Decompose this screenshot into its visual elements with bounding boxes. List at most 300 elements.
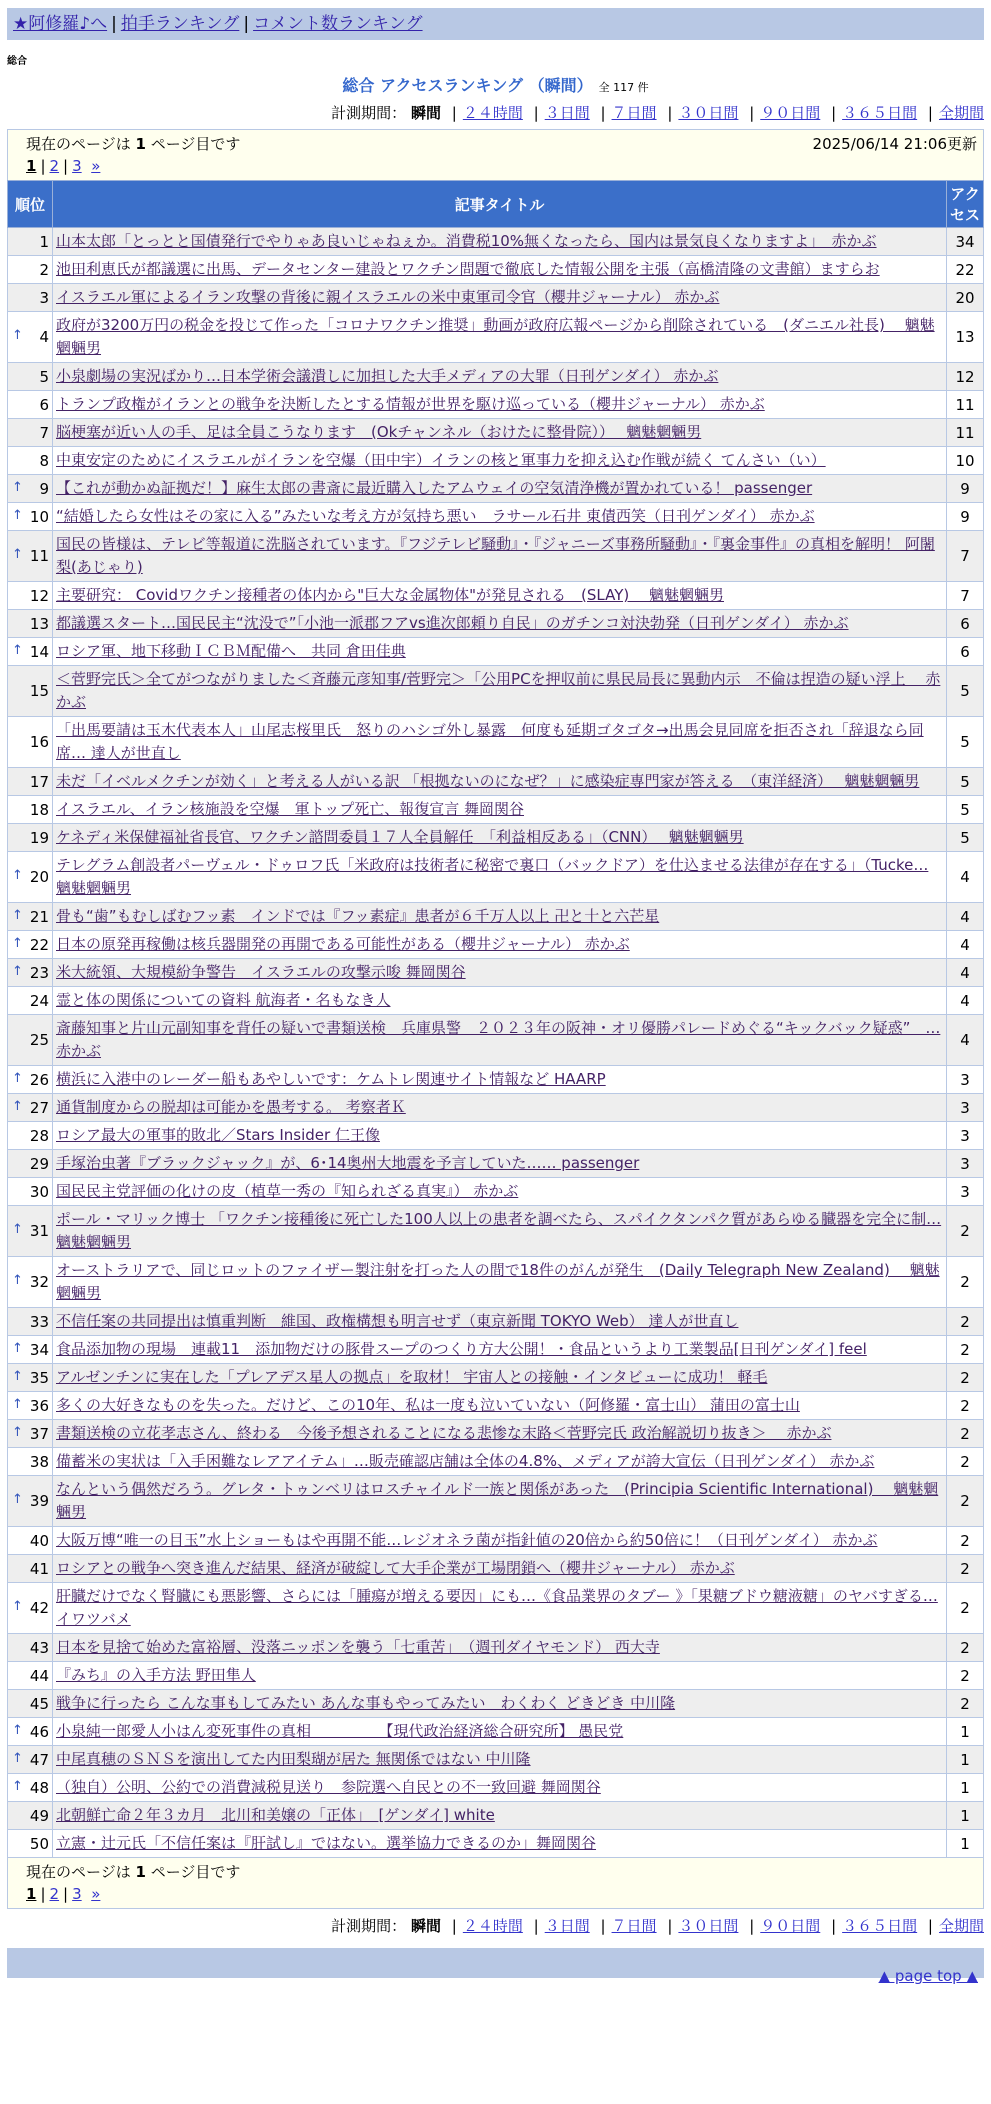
access-count: 5 <box>947 796 984 824</box>
rank-up-arrow-icon: ↑ <box>12 1340 23 1356</box>
rank-cell <box>8 768 53 796</box>
article-link[interactable]: 池田利恵氏が都議選に出馬、データセンター建設とワクチン問題で徹底した情報公開を主張（高橋清隆の文書館）ますらお <box>56 260 880 278</box>
table-row <box>8 768 984 796</box>
title-cell <box>53 1257 947 1308</box>
table-row <box>8 503 984 531</box>
rank-up-arrow-icon: ↑ <box>12 1222 23 1237</box>
table-row <box>8 717 984 768</box>
rank-number: 13 <box>29 614 49 633</box>
rank-up-arrow-icon: ↑ <box>12 328 23 343</box>
table-row <box>8 1392 984 1420</box>
title-cell <box>53 1690 947 1718</box>
article-link[interactable]: ケネディ米保健福祉省長官、ワクチン諮問委員１７人全員解任 「利益相反ある」（CNN） 魑魅魍魎男 <box>56 828 744 846</box>
access-count: 1 <box>947 1830 984 1858</box>
article-link[interactable]: 肝臓だけでなく腎臓にも悪影響、さらには「腫瘍が増える要因」にも…《食品業界のタブー 》「果糖ブドウ糖液糖」のヤバすぎる… イワツバメ <box>56 1587 938 1628</box>
page-3-link[interactable]: 3 <box>72 157 82 175</box>
article-link[interactable]: 『みち』の入手方法 野田隼人 <box>56 1666 256 1684</box>
title-cell <box>53 1094 947 1122</box>
rank-cell <box>8 475 53 503</box>
rank-cell <box>8 638 53 666</box>
title-cell <box>53 852 947 903</box>
period-selector-bottom: 計測期間： 瞬間 | ２４時間 | ３日間 | ７日間 | ３０日間 | ９０日間 | ３６５日間 | 全期間 <box>331 1917 984 1935</box>
rank-number: 16 <box>29 733 49 751</box>
rank-number: 40 <box>29 1531 49 1550</box>
article-link[interactable]: 大阪万博“唯一の目玉”水上ショーもはや再開不能…レジオネラ菌が指針値の20倍から約50倍に！（日刊ゲンダイ） 赤かぶ <box>56 1531 878 1549</box>
rank-number: 33 <box>29 1312 49 1331</box>
article-link[interactable]: 骨も“歯”もむしばむフッ素 インドでは『フッ素症』患者が６千万人以上 卍と十と六芒星 <box>56 907 660 925</box>
title-cell <box>53 903 947 931</box>
title-cell <box>53 312 947 363</box>
table-row <box>8 1718 984 1746</box>
title-cell <box>53 1476 947 1527</box>
rank-cell <box>8 903 53 931</box>
article-link[interactable]: ポール・マリック博士 「ワクチン接種後に死亡した100人以上の患者を調べたら、スパイクタンパク質があらゆる臓器を完全に制… 魑魅魍魎男 <box>56 1210 942 1251</box>
rank-up-arrow-icon: ↑ <box>12 1070 23 1086</box>
table-row <box>8 312 984 363</box>
access-count: 2 <box>947 1364 984 1392</box>
table-row <box>8 284 984 312</box>
rank-number: 43 <box>29 1638 49 1657</box>
rank-up-arrow-icon: ↑ <box>12 547 23 562</box>
rank-number: 26 <box>29 1070 49 1089</box>
table-row <box>8 1420 984 1448</box>
access-count: 5 <box>947 666 984 717</box>
title-cell <box>53 1178 947 1206</box>
rank-up-arrow-icon: ↑ <box>12 963 23 979</box>
table-row <box>8 228 984 256</box>
access-count: 3 <box>947 1178 984 1206</box>
period-label: 計測期間： <box>331 1917 407 1935</box>
title-cell <box>53 1802 947 1830</box>
rank-cell <box>8 1420 53 1448</box>
title-cell <box>53 419 947 447</box>
access-count: 2 <box>947 1476 984 1527</box>
title-cell <box>53 256 947 284</box>
table-row <box>8 582 984 610</box>
rank-number: 29 <box>29 1154 49 1173</box>
title-cell <box>53 1746 947 1774</box>
article-link[interactable]: 横浜に入港中のレーダー船もあやしいです：ケムトレ関連サイト情報など HAARP <box>56 1070 606 1088</box>
article-link[interactable]: 政府が3200万円の税金を投じて作った「コロナワクチン推奨」動画が政府広報ページから削除されている (ダニエル社長) 魑魅魍魎男 <box>56 316 935 357</box>
title-cell <box>53 1634 947 1662</box>
rank-cell <box>8 852 53 903</box>
page-wrapper <box>7 0 984 1985</box>
access-count: 1 <box>947 1746 984 1774</box>
table-row <box>8 1206 984 1257</box>
access-count: 2 <box>947 1206 984 1257</box>
access-count: 2 <box>947 1527 984 1555</box>
clap-ranking-link[interactable]: 拍手ランキング <box>120 14 240 34</box>
title-cell <box>53 1448 947 1476</box>
title-cell <box>53 768 947 796</box>
article-link[interactable]: （独自）公明、公約での消費減税見送り 参院選へ自民との不一致回避 舞岡関谷 <box>56 1778 601 1796</box>
period-link-30d[interactable]: ３０日間 <box>678 1917 739 1935</box>
rank-up-arrow-icon: ↑ <box>12 1396 23 1412</box>
title-cell <box>53 1774 947 1802</box>
rank-number: 42 <box>29 1599 49 1617</box>
article-link[interactable]: 脳梗塞が近い人の手、足は全員こうなります (Okチャンネル（おけたに整骨院）） 魑魅魍魎男 <box>56 423 702 441</box>
access-count: 2 <box>947 1555 984 1583</box>
rank-up-arrow-icon: ↑ <box>12 642 23 658</box>
article-link[interactable]: ロシア軍、地下移動ＩＣＢＭ配備へ 共同 倉田佳典 <box>56 642 406 660</box>
rank-number: 22 <box>29 935 49 954</box>
access-count: 22 <box>947 256 984 284</box>
article-link[interactable]: 立憲・辻元氏「不信任案は『肝試し』ではない。選挙協力できるのか」舞岡関谷 <box>56 1834 597 1852</box>
article-link[interactable]: 北朝鮮亡命２年３カ月 北川和美嬢の「正体」 [ゲンダイ] white <box>56 1806 495 1824</box>
access-count: 7 <box>947 582 984 610</box>
article-link[interactable]: 斎藤知事と片山元副知事を背任の疑いで書類送検 兵庫県警 ２０２３年の阪神・オリ優勝パレードめぐる“キックバック疑惑” … 赤かぶ <box>56 1019 941 1060</box>
article-link[interactable]: 米大統領、大規模紛争警告 イスラエルの攻撃示唆 舞岡関谷 <box>56 963 466 981</box>
access-count: 2 <box>947 1392 984 1420</box>
article-link[interactable]: イスラエル軍によるイラン攻撃の背後に親イスラエルの米中東軍司令官（櫻井ジャーナル） 赤かぶ <box>56 288 720 306</box>
rank-number: 27 <box>29 1098 49 1117</box>
rank-cell <box>8 228 53 256</box>
rank-cell <box>8 796 53 824</box>
pagination-top: 1 | 2 | 3 » <box>26 157 101 175</box>
access-count: 5 <box>947 768 984 796</box>
ranking-title: 総合 アクセスランキング （瞬間） <box>342 76 593 95</box>
category-label: 総合 <box>7 56 27 67</box>
table-row <box>8 1336 984 1364</box>
table-row <box>8 1150 984 1178</box>
table-row <box>8 1448 984 1476</box>
rank-number: 48 <box>29 1778 49 1797</box>
access-count: 2 <box>947 1662 984 1690</box>
rank-up-arrow-icon: ↑ <box>12 935 23 951</box>
title-cell <box>53 475 947 503</box>
page-2-link[interactable]: 2 <box>49 1885 60 1903</box>
rank-cell <box>8 987 53 1015</box>
rank-cell <box>8 1555 53 1583</box>
article-link[interactable]: なんという偶然だろう。グレタ・トゥンベリはロスチャイルド一族と関係があった (Principia Scientific International) 魑魅魍魎男 <box>56 1480 939 1521</box>
next-page-link[interactable]: » <box>91 1885 101 1903</box>
article-link[interactable]: ロシアとの戦争へ突き進んだ結果、経済が破綻して大手企業が工場閉鎖へ（櫻井ジャーナル） 赤かぶ <box>56 1559 735 1577</box>
access-count: 6 <box>947 610 984 638</box>
article-link[interactable]: 書類送検の立花孝志さん、終わる 今後予想されることになる悲惨な末路＜菅野完氏 政治解説切り抜き＞ 赤かぶ <box>56 1424 832 1442</box>
rank-cell <box>8 531 53 582</box>
rank-number: 25 <box>29 1031 49 1049</box>
current-page-text: 現在のページは 1 ページ目です <box>26 135 241 153</box>
rank-cell <box>8 1830 53 1858</box>
period-link-all[interactable]: 全期間 <box>938 1917 984 1935</box>
rank-number: 20 <box>29 868 49 886</box>
rank-cell <box>8 1066 53 1094</box>
period-link-24h[interactable]: ２４時間 <box>462 104 523 122</box>
ranking-table-body <box>8 228 984 1858</box>
title-cell <box>53 824 947 852</box>
article-link[interactable]: テレグラム創設者パーヴェル・ドゥロフ氏「米政府は技術者に秘密で裏口（バックドア）を仕込ませる法律が存在する」（Tucke… 魑魅魍魎男 <box>56 856 929 897</box>
table-row <box>8 1178 984 1206</box>
article-link[interactable]: 主要研究： Covidワクチン接種者の体内から"巨大な金属物体"が発見される (SLAY) 魑魅魍魎男 <box>56 586 724 604</box>
rank-up-arrow-icon: ↑ <box>12 1492 23 1507</box>
rank-number: 18 <box>29 800 49 819</box>
rank-cell <box>8 1015 53 1066</box>
period-link-7d[interactable]: ７日間 <box>611 104 657 122</box>
access-count: 20 <box>947 284 984 312</box>
rank-cell <box>8 284 53 312</box>
article-link[interactable]: 備蓄米の実状は「入手困難なレアアイテム」…販売確認店舗は全体の4.8%、メディアが誇大宣伝（日刊ゲンダイ） 赤かぶ <box>56 1452 875 1470</box>
access-count: 2 <box>947 1336 984 1364</box>
access-count: 34 <box>947 228 984 256</box>
article-link[interactable]: トランプ政権がイランとの戦争を決断したとする情報が世界を駆け巡っている（櫻井ジャーナル） 赤かぶ <box>56 395 765 413</box>
title-cell <box>53 531 947 582</box>
page-3-link[interactable]: 3 <box>72 1885 82 1903</box>
title-cell <box>53 447 947 475</box>
article-link[interactable]: “結婚したら女性はその家に入る”みたいな考え方が気持ち悪い ラサール石井 東債西笑（日刊ゲンダイ） 赤かぶ <box>56 507 815 525</box>
access-count: 4 <box>947 959 984 987</box>
rank-number: 1 <box>39 232 49 251</box>
access-count: 9 <box>947 503 984 531</box>
title-cell <box>53 363 947 391</box>
article-link[interactable]: 小泉劇場の実況ばかり…日本学術会議潰しに加担した大手メディアの大罪（日刊ゲンダイ） 赤かぶ <box>56 367 719 385</box>
table-row <box>8 1662 984 1690</box>
access-count: 2 <box>947 1690 984 1718</box>
rank-up-arrow-icon: ↑ <box>12 1778 23 1794</box>
table-row <box>8 1527 984 1555</box>
table-row <box>8 1690 984 1718</box>
title-cell <box>53 931 947 959</box>
article-link[interactable]: 通貨制度からの脱却は可能かを愚考する。 考察者Ｋ <box>56 1098 406 1116</box>
rank-number: 24 <box>29 991 49 1010</box>
page-1-current: 1 <box>26 1885 37 1903</box>
period-current: 瞬間 <box>410 104 441 122</box>
rank-up-arrow-icon: ↑ <box>12 907 23 923</box>
access-count: 2 <box>947 1420 984 1448</box>
article-link[interactable]: 不信任案の共同提出は慎重判断 維国、政権構想も明言せず（東京新聞 TOKYO Web） 達人が世直し <box>56 1312 739 1330</box>
rank-number: 36 <box>29 1396 49 1415</box>
pagination-bottom: 1 | 2 | 3 » <box>26 1885 101 1903</box>
ranking-total-count: 全 117 件 <box>598 81 649 94</box>
title-cell <box>53 1206 947 1257</box>
article-link[interactable]: 霊と体の関係についての資料 航海者・名もなき人 <box>56 991 391 1009</box>
article-link[interactable]: 小泉純一郎愛人小はん変死事件の真相 【現代政治経済総合研究所】 愚民党 <box>56 1722 624 1740</box>
rank-cell <box>8 824 53 852</box>
table-row <box>8 391 984 419</box>
rank-number: 7 <box>39 423 49 442</box>
top-navigation <box>7 8 984 40</box>
rank-cell <box>8 931 53 959</box>
rank-up-arrow-icon: ↑ <box>12 1599 23 1614</box>
access-count: 4 <box>947 852 984 903</box>
access-count: 3 <box>947 1122 984 1150</box>
rank-up-arrow-icon: ↑ <box>12 1424 23 1440</box>
rank-cell <box>8 1746 53 1774</box>
article-link[interactable]: ＜菅野完氏＞全てがつながりました＜斉藤元彦知事/菅野完＞「公用PCを押収前に県民局長に異動内示 不倫は捏造の疑い浮上 赤かぶ <box>56 670 941 711</box>
title-cell <box>53 987 947 1015</box>
table-row <box>8 1364 984 1392</box>
rank-number: 8 <box>39 451 49 470</box>
table-row <box>8 931 984 959</box>
table-row <box>8 1555 984 1583</box>
rank-cell <box>8 503 53 531</box>
rank-up-arrow-icon: ↑ <box>12 479 23 495</box>
period-link-24h[interactable]: ２４時間 <box>462 1917 523 1935</box>
table-row <box>8 1308 984 1336</box>
period-link-3d[interactable]: ３日間 <box>544 104 590 122</box>
period-link-365d[interactable]: ３６５日間 <box>842 104 918 122</box>
home-link[interactable]: ★阿修羅♪へ <box>13 14 108 34</box>
title-cell <box>53 1718 947 1746</box>
rank-number: 4 <box>39 328 49 346</box>
title-cell <box>53 959 947 987</box>
nav-separator: | <box>243 14 250 34</box>
period-link-30d[interactable]: ３０日間 <box>678 104 739 122</box>
rank-cell <box>8 1308 53 1336</box>
article-link[interactable]: 手塚治虫著『ブラックジャック』が、6･14奥州大地震を予言していた…… passenger <box>56 1154 640 1172</box>
rank-number: 9 <box>39 479 49 498</box>
rank-cell <box>8 1178 53 1206</box>
rank-number: 37 <box>29 1424 49 1443</box>
next-page-link[interactable]: » <box>91 157 101 175</box>
rank-number: 12 <box>29 586 49 605</box>
title-cell <box>53 1336 947 1364</box>
article-link[interactable]: 中尾真穂のＳＮＳを演出してた内田梨瑚が居た 無関係ではない 中川隆 <box>56 1750 531 1768</box>
rank-number: 49 <box>29 1806 49 1825</box>
article-link[interactable]: 中東安定のためにイスラエルがイランを空爆（田中宇）イランの核と軍事力を抑え込む作戦が続く てんさい（い） <box>56 451 826 469</box>
article-link[interactable]: イスラエル、イラン核施設を空爆 軍トップ死亡、報復宣言 舞岡関谷 <box>56 800 524 818</box>
rank-number: 15 <box>29 682 49 700</box>
table-row <box>8 475 984 503</box>
article-link[interactable]: 戦争に行ったら こんな事もしてみたい あんな事もやってみたい わくわく どきどき 中川隆 <box>56 1694 676 1712</box>
period-link-7d[interactable]: ７日間 <box>611 1917 657 1935</box>
table-row <box>8 1774 984 1802</box>
table-row <box>8 824 984 852</box>
article-link[interactable]: 食品添加物の現場 連載11 添加物だけの豚骨スープのつくり方大公開！・食品というより工業製品[日刊ゲンダイ] feel <box>56 1340 867 1358</box>
page-top-link[interactable]: ▲ page top ▲ <box>878 1967 978 1985</box>
access-count: 12 <box>947 363 984 391</box>
rank-cell <box>8 1336 53 1364</box>
access-count: 11 <box>947 419 984 447</box>
title-cell <box>53 1308 947 1336</box>
table-row <box>8 1830 984 1858</box>
article-link[interactable]: 日本を見捨て始めた富裕層、没落ニッポンを襲う「七重苦」 （週刊ダイヤモンド） 西大寺 <box>56 1638 660 1656</box>
rank-cell <box>8 1392 53 1420</box>
access-count: 9 <box>947 475 984 503</box>
access-count: 1 <box>947 1718 984 1746</box>
period-selector-top: 計測期間： 瞬間 | ２４時間 | ３日間 | ７日間 | ３０日間 | ９０日間 | ３６５日間 | 全期間 <box>331 104 984 122</box>
rank-number: 32 <box>29 1273 49 1291</box>
access-count: 4 <box>947 903 984 931</box>
header-access: アクセス <box>947 181 984 228</box>
access-count: 2 <box>947 1634 984 1662</box>
header-rank: 順位 <box>8 181 53 228</box>
article-link[interactable]: 未だ「イベルメクチンが効く」と考える人がいる訳 「根拠ないのになぜ？」に感染症専門家が答える （東洋経済） 魑魅魍魎男 <box>56 772 920 790</box>
period-link-365d[interactable]: ３６５日間 <box>842 1917 918 1935</box>
period-link-all[interactable]: 全期間 <box>938 104 984 122</box>
rank-up-arrow-icon: ↑ <box>12 1273 23 1288</box>
rank-number: 11 <box>29 547 49 565</box>
access-count: 4 <box>947 987 984 1015</box>
rank-cell <box>8 391 53 419</box>
title-cell <box>53 228 947 256</box>
access-count: 5 <box>947 717 984 768</box>
article-link[interactable]: 山本太郎「とっとと国債発行でやりゃあ良いじゃねぇか。消費税10%無くなったら、国内は景気良くなりますよ」 赤かぶ <box>56 232 877 250</box>
article-link[interactable]: 「出馬要請は玉木代表本人」山尾志桜里氏 怒りのハシゴ外し暴露 何度も延期ゴタゴタ→出馬会見同席を拒否され「辞退なら同席… 達人が世直し <box>56 721 924 762</box>
rank-number: 34 <box>29 1340 49 1359</box>
rank-number: 31 <box>29 1222 49 1240</box>
rank-cell <box>8 1206 53 1257</box>
rank-number: 10 <box>29 507 49 526</box>
rank-number: 6 <box>39 395 49 414</box>
rank-number: 44 <box>29 1666 49 1685</box>
rank-cell <box>8 1774 53 1802</box>
access-count: 1 <box>947 1774 984 1802</box>
table-row <box>8 666 984 717</box>
title-cell <box>53 610 947 638</box>
page-2-link[interactable]: 2 <box>49 157 60 175</box>
page-info-bottom <box>7 1858 984 1909</box>
rank-up-arrow-icon: ↑ <box>12 1368 23 1384</box>
period-label: 計測期間： <box>331 104 407 122</box>
article-link[interactable]: 日本の原発再稼働は核兵器開発の再開である可能性がある（櫻井ジャーナル） 赤かぶ <box>56 935 630 953</box>
article-link[interactable]: オーストラリアで、同じロットのファイザー製注射を打った人の間で18件のがんが発生 (Daily Telegraph New Zealand) 魑魅魍魎男 <box>56 1261 940 1302</box>
rank-cell <box>8 1802 53 1830</box>
title-cell <box>53 391 947 419</box>
table-row <box>8 1634 984 1662</box>
table-row <box>8 256 984 284</box>
article-link[interactable]: 多くの大好きなものを失った。だけど、この10年、私は一度も泣いていない（阿修羅・富士山） 蒲田の富士山 <box>56 1396 800 1414</box>
access-count: 3 <box>947 1150 984 1178</box>
title-cell <box>53 503 947 531</box>
rank-number: 3 <box>39 288 49 307</box>
rank-number: 23 <box>29 963 49 982</box>
title-cell <box>53 796 947 824</box>
rank-cell <box>8 1662 53 1690</box>
rank-cell <box>8 1476 53 1527</box>
article-link[interactable]: 【これが動かぬ証拠だ！】麻生太郎の書斎に最近購入したアムウェイの空気清浄機が置かれている！ passenger <box>56 479 813 497</box>
article-link[interactable]: ロシア最大の軍事的敗北／Stars Insider 仁王像 <box>56 1126 380 1144</box>
rank-number: 47 <box>29 1750 49 1769</box>
rank-cell <box>8 1527 53 1555</box>
access-count: 6 <box>947 638 984 666</box>
article-link[interactable]: 国民民主党評価の化けの皮（植草一秀の『知られざる真実』） 赤かぶ <box>56 1182 519 1200</box>
rank-up-arrow-icon: ↑ <box>12 868 23 883</box>
comment-ranking-link[interactable]: コメント数ランキング <box>253 14 423 34</box>
title-cell <box>53 1150 947 1178</box>
table-row <box>8 1746 984 1774</box>
table-row <box>8 1015 984 1066</box>
period-link-90d[interactable]: ９０日間 <box>760 1917 821 1935</box>
period-link-3d[interactable]: ３日間 <box>544 1917 590 1935</box>
article-link[interactable]: アルゼンチンに実在した「プレアデス星人の拠点」を取材！ 宇宙人との接触・インタビューに成功！ 軽毛 <box>56 1368 768 1386</box>
article-link[interactable]: 国民の皆様は、テレビ等報道に洗脳されています。『フジテレビ騒動』・『ジャニーズ事務所騒動』・『裏金事件』の真相を解明！ 阿闍梨(あじゃり) <box>56 535 935 576</box>
table-row <box>8 1122 984 1150</box>
rank-cell <box>8 1634 53 1662</box>
article-link[interactable]: 都議選スタート…国民民主“沈没で”「小池一派郡フアvs進次郎頼り自民」のガチンコ対決勃発（日刊ゲンダイ） 赤かぶ <box>56 614 849 632</box>
table-row <box>8 1583 984 1634</box>
access-count: 4 <box>947 1015 984 1066</box>
title-cell <box>53 1583 947 1634</box>
rank-cell <box>8 717 53 768</box>
rank-number: 46 <box>29 1722 49 1741</box>
table-row <box>8 610 984 638</box>
title-cell <box>53 284 947 312</box>
title-cell <box>53 1420 947 1448</box>
rank-number: 41 <box>29 1559 49 1578</box>
title-cell <box>53 1364 947 1392</box>
rank-number: 45 <box>29 1694 49 1713</box>
rank-cell <box>8 582 53 610</box>
rank-cell <box>8 363 53 391</box>
header-title: 記事タイトル <box>53 181 947 228</box>
access-count: 7 <box>947 531 984 582</box>
table-row <box>8 1257 984 1308</box>
access-count: 2 <box>947 1583 984 1634</box>
page-1-current: 1 <box>26 157 37 175</box>
rank-cell <box>8 1690 53 1718</box>
period-link-90d[interactable]: ９０日間 <box>760 104 821 122</box>
table-row <box>8 1066 984 1094</box>
